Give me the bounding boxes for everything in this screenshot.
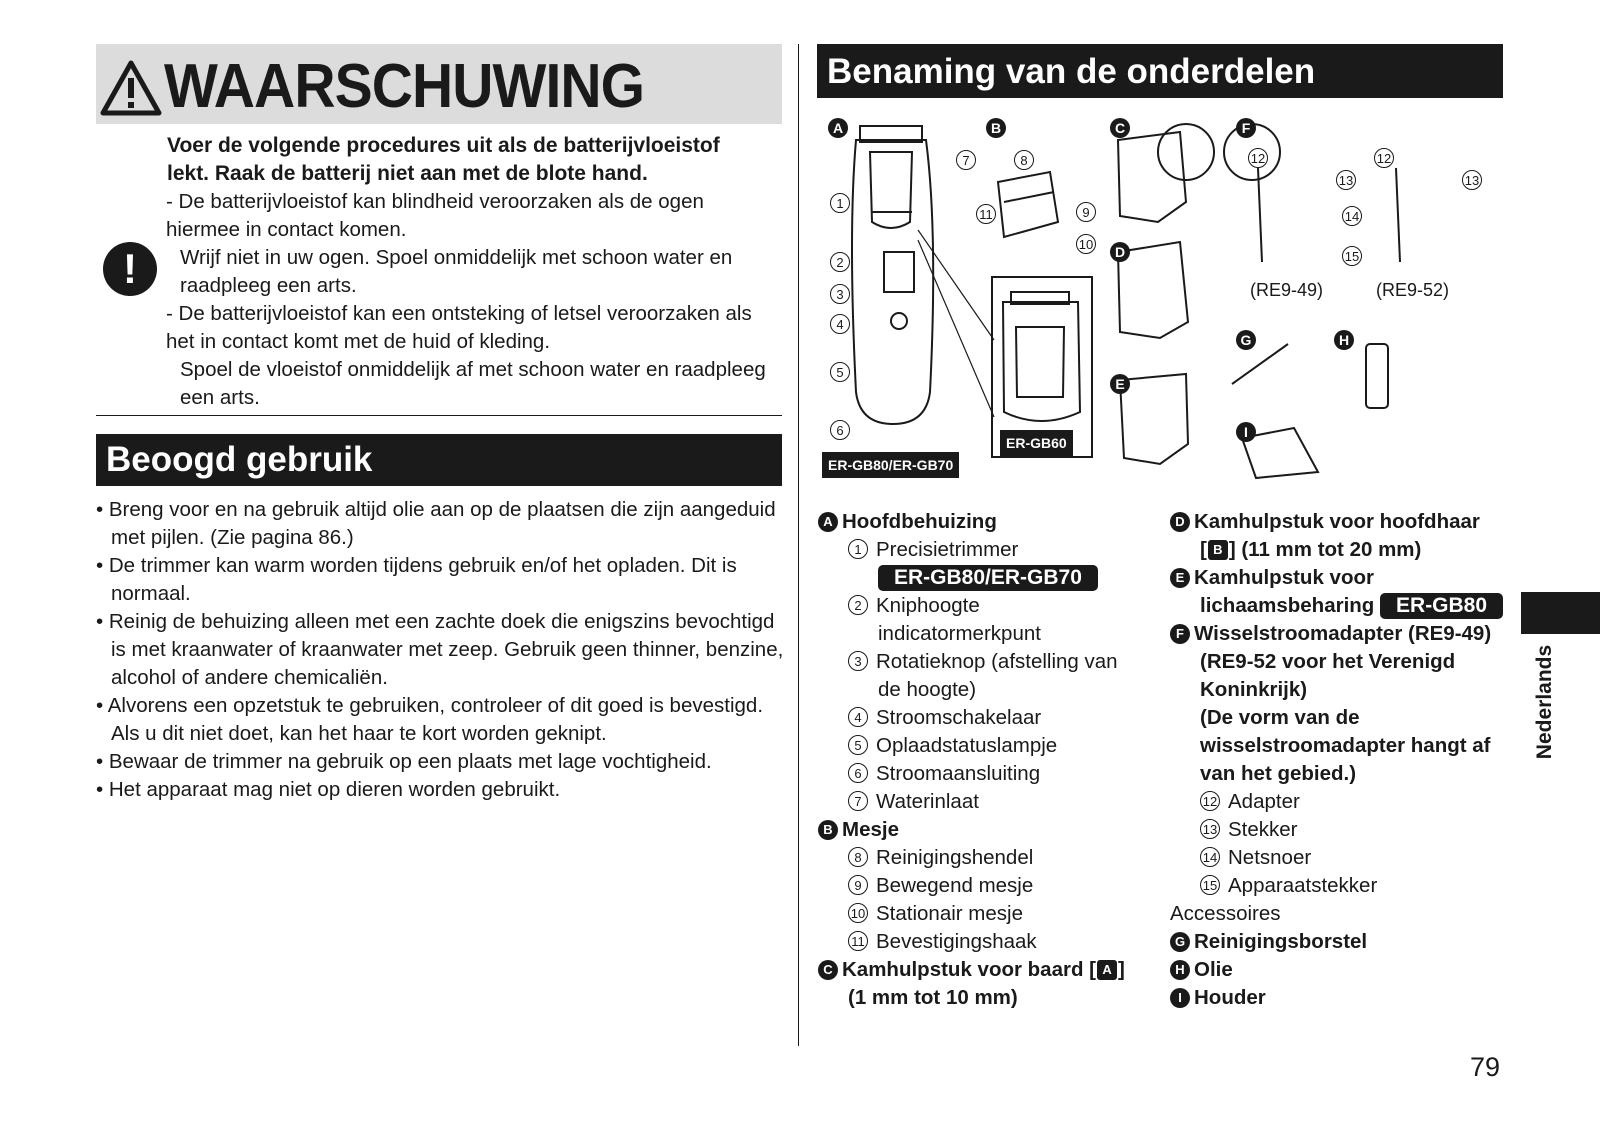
callout-12a: 12 xyxy=(1248,148,1268,168)
callout-9: 9 xyxy=(1076,202,1096,222)
parts-title: Benaming van de onderdelen xyxy=(817,44,1503,98)
comb-attachments xyxy=(1118,132,1188,464)
num-badge: 7 xyxy=(848,791,868,811)
callout-15: 15 xyxy=(1342,246,1362,266)
part-f-line: wisselstroomadapter hangt af xyxy=(1200,734,1491,757)
num-badge: 13 xyxy=(1200,819,1220,839)
column-divider xyxy=(798,44,799,1046)
callout-11: 11 xyxy=(976,204,996,224)
accessories-heading: Accessoires xyxy=(1170,902,1281,925)
num-badge: 14 xyxy=(1200,847,1220,867)
callout-1: 1 xyxy=(830,193,850,213)
letter-badge-a: A xyxy=(818,512,838,532)
accessories-drawing xyxy=(1232,344,1388,478)
parts-list-right xyxy=(1170,508,1500,1012)
warning-list xyxy=(166,188,778,412)
language-tab xyxy=(1521,592,1600,634)
num-badge: 10 xyxy=(848,903,868,923)
num-badge: 8 xyxy=(848,847,868,867)
part-h-label: Olie xyxy=(1194,958,1233,981)
num-badge: 6 xyxy=(848,763,868,783)
figure-label-e: E xyxy=(1110,374,1130,394)
callout-8: 8 xyxy=(1014,150,1034,170)
part-i-label: Houder xyxy=(1194,986,1266,1009)
callout-4: 4 xyxy=(830,314,850,334)
callout-13b: 13 xyxy=(1462,170,1482,190)
warning-item: - De batterijvloeistof kan blindheid veroorzaken als de ogen hiermee in contact komen. xyxy=(166,190,704,241)
part-c-label: Kamhulpstuk voor baard [ xyxy=(842,958,1097,981)
part-c-range: (1 mm tot 10 mm) xyxy=(848,986,1018,1009)
list-item: • Breng voor en na gebruik altijd olie aan op de plaatsen die zijn aangeduid met pijlen. (Zie pagina 86.) xyxy=(96,496,786,552)
figure-label-d: D xyxy=(1110,242,1130,262)
callout-12b: 12 xyxy=(1374,148,1394,168)
model-pill: ER-GB80/ER-GB70 xyxy=(878,565,1098,591)
figure-label-g: G xyxy=(1236,330,1256,350)
warning-item: Spoel de vloeistof onmiddelijk af met schoon water en raadpleeg een arts. xyxy=(180,358,766,409)
part-item: Stroomschakelaar xyxy=(876,706,1042,729)
divider xyxy=(96,415,782,416)
part-e-label-cont: lichaamsbeharing xyxy=(1200,594,1375,617)
adapter-model-left: (RE9-49) xyxy=(1250,280,1324,300)
part-item: Stroomaansluiting xyxy=(876,762,1041,785)
part-item: Reinigingshendel xyxy=(876,846,1034,869)
part-item: Apparaatstekker xyxy=(1228,874,1378,897)
part-d-range: ] (11 mm tot 20 mm) xyxy=(1228,538,1422,561)
callout-7: 7 xyxy=(956,150,976,170)
num-badge: 9 xyxy=(848,875,868,895)
letter-badge-h: H xyxy=(1170,960,1190,980)
num-badge: 11 xyxy=(848,931,868,951)
intended-use-title: Beoogd gebruik xyxy=(96,434,782,486)
figure-label-i: I xyxy=(1236,422,1256,442)
part-item-cont: indicatormerkpunt xyxy=(878,622,1041,645)
num-badge: 1 xyxy=(848,539,868,559)
part-item: Rotatieknop (afstelling van xyxy=(876,650,1118,673)
callout-10: 10 xyxy=(1076,234,1096,254)
list-item: • De trimmer kan warm worden tijdens gebruik en/of het opladen. Dit is normaal. xyxy=(96,552,786,608)
warning-intro: Voer de volgende procedures uit als de batterijvloeistof lekt. Raak de batterij niet aan met de blote hand. xyxy=(167,134,720,185)
part-a-label: Hoofdbehuizing xyxy=(842,510,997,533)
num-badge: 12 xyxy=(1200,791,1220,811)
warning-triangle-icon xyxy=(100,60,162,116)
num-badge: 3 xyxy=(848,651,868,671)
part-item: Bevestigingshaak xyxy=(876,930,1037,953)
part-f-line: Koninkrijk) xyxy=(1200,678,1308,701)
model-pill: ER-GB80 xyxy=(1380,593,1503,619)
part-c-bracket: ] xyxy=(1118,958,1125,981)
adapter-drawing xyxy=(1158,124,1400,262)
letter-badge-d: D xyxy=(1170,512,1190,532)
letter-badge-g: G xyxy=(1170,932,1190,952)
part-item: Kniphoogte xyxy=(876,594,980,617)
part-item: Bewegend mesje xyxy=(876,874,1034,897)
num-badge: 5 xyxy=(848,735,868,755)
part-f-line: van het gebied.) xyxy=(1200,762,1357,785)
callout-13a: 13 xyxy=(1336,170,1356,190)
model-tag-right: ER-GB60 xyxy=(1000,430,1073,456)
num-badge: 15 xyxy=(1200,875,1220,895)
parts-illustration xyxy=(818,112,1508,492)
part-e-label: Kamhulpstuk voor xyxy=(1194,566,1374,589)
callout-14: 14 xyxy=(1342,206,1362,226)
part-item: Netsnoer xyxy=(1228,846,1312,869)
num-badge: 4 xyxy=(848,707,868,727)
part-f-line: (De vorm van de xyxy=(1200,706,1360,729)
callout-5: 5 xyxy=(830,362,850,382)
trimmer-body xyxy=(852,126,933,424)
letter-badge-i: I xyxy=(1170,988,1190,1008)
figure-label-b: B xyxy=(986,118,1006,138)
list-item: • Reinig de behuizing alleen met een zachte doek die enigszins bevochtigd is met kraanwater of kraanwater met zeep. Gebruik geen thinner, benzine, alcohol of andere chemicaliën. xyxy=(96,608,786,692)
part-item: Waterinlaat xyxy=(876,790,979,813)
part-d-bracket: [ xyxy=(1200,538,1207,561)
letter-badge-c: C xyxy=(818,960,838,980)
part-item: Stekker xyxy=(1228,818,1298,841)
model-tag-left: ER-GB80/ER-GB70 xyxy=(822,452,959,478)
letter-badge-f: F xyxy=(1170,624,1190,644)
part-item: Stationair mesje xyxy=(876,902,1023,925)
part-d-label: Kamhulpstuk voor hoofdhaar xyxy=(1194,510,1480,533)
figure-label-a: A xyxy=(828,118,848,138)
language-label: Nederlands xyxy=(1533,644,1556,760)
warning-item: - De batterijvloeistof kan een ontsteking of letsel veroorzaken als het in contact komt met de huid of kleding. xyxy=(166,302,752,353)
figure-label-h: H xyxy=(1334,330,1354,350)
part-f-label: Wisselstroomadapter (RE9-49) xyxy=(1194,622,1492,645)
figure-label-f: F xyxy=(1236,118,1256,138)
parts-list-left xyxy=(818,508,1148,1012)
exclamation-icon: ! xyxy=(103,242,157,296)
num-badge: 2 xyxy=(848,595,868,615)
part-item: Oplaadstatuslampje xyxy=(876,734,1058,757)
warning-item: Wrijf niet in uw ogen. Spoel onmiddelijk met schoon water en raadpleeg een arts. xyxy=(180,246,733,297)
part-item: Precisietrimmer xyxy=(876,538,1019,561)
trimmer-head-detail xyxy=(1003,292,1080,421)
part-b-label: Mesje xyxy=(842,818,899,841)
part-item-cont: de hoogte) xyxy=(878,678,977,701)
intended-use-list xyxy=(96,496,786,804)
warning-title: WAARSCHUWING xyxy=(164,52,645,121)
list-item: • Bewaar de trimmer na gebruik op een plaats met lage vochtigheid. xyxy=(96,748,786,776)
callout-2: 2 xyxy=(830,252,850,272)
part-g-label: Reinigingsborstel xyxy=(1194,930,1368,953)
blade-drawing xyxy=(998,172,1058,237)
letter-badge-e: E xyxy=(1170,568,1190,588)
figure-label-c: C xyxy=(1110,118,1130,138)
part-item: Adapter xyxy=(1228,790,1300,813)
callout-6: 6 xyxy=(830,420,850,440)
ref-badge: A xyxy=(1097,960,1117,980)
adapter-model-right: (RE9-52) xyxy=(1376,280,1450,300)
page-number: 79 xyxy=(1470,1052,1501,1082)
letter-badge-b: B xyxy=(818,820,838,840)
list-item: • Alvorens een opzetstuk te gebruiken, controleer of dit goed is bevestigd. Als u dit niet doet, kan het haar te kort worden geknipt. xyxy=(96,692,786,748)
part-f-line: (RE9-52 voor het Verenigd xyxy=(1200,650,1456,673)
ref-badge: B xyxy=(1208,540,1228,560)
callout-3: 3 xyxy=(830,284,850,304)
list-item: • Het apparaat mag niet op dieren worden gebruikt. xyxy=(96,776,786,804)
